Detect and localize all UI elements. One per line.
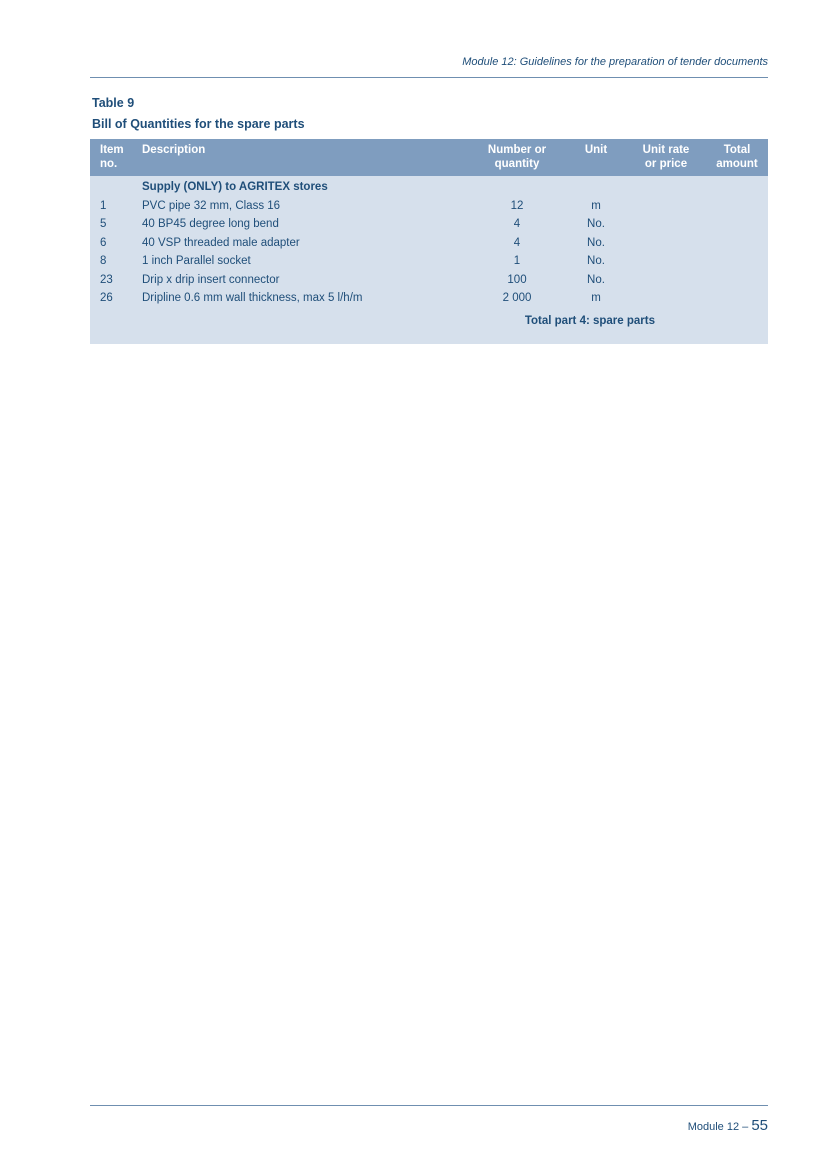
cell-description: PVC pipe 32 mm, Class 16 <box>142 200 281 212</box>
cell-unit: m <box>591 292 601 304</box>
cell-item: 8 <box>100 255 107 267</box>
page-number: 55 <box>751 1117 768 1134</box>
table-row <box>90 272 768 290</box>
cell-description: Dripline 0.6 mm wall thickness, max 5 l/h/m <box>142 292 363 304</box>
running-header: Module 12: Guidelines for the preparation of tender documents <box>462 56 768 68</box>
cell-quantity: 1 <box>513 255 521 267</box>
cell-quantity: 100 <box>507 274 527 286</box>
cell-quantity: 4 <box>513 218 521 230</box>
table-row <box>90 235 768 253</box>
header-total-amount: Total amount <box>716 144 758 170</box>
table-body <box>90 176 768 344</box>
footer-divider <box>90 1105 768 1106</box>
bill-of-quantities-table <box>90 139 768 344</box>
cell-item: 5 <box>100 218 107 230</box>
header-unit-rate: Unit rate or price <box>642 144 690 170</box>
page-footer <box>90 1117 768 1134</box>
table-title: Bill of Quantities for the spare parts <box>92 117 305 131</box>
header-unit: Unit <box>584 144 608 156</box>
cell-quantity: 12 <box>510 200 524 212</box>
cell-unit: m <box>591 200 601 212</box>
cell-item: 1 <box>100 200 107 212</box>
total-row-label: Total part 4: spare parts <box>524 315 655 327</box>
table-row <box>90 253 768 271</box>
table-row <box>90 216 768 234</box>
header-item: Item no. <box>100 144 124 170</box>
cell-quantity: 4 <box>513 237 521 249</box>
cell-item: 6 <box>100 237 107 249</box>
cell-description: 40 VSP threaded male adapter <box>142 237 300 249</box>
cell-unit: No. <box>587 274 605 286</box>
cell-quantity: 2 000 <box>502 292 532 304</box>
table-row <box>90 198 768 216</box>
table-number: Table 9 <box>92 96 135 110</box>
cell-unit: No. <box>587 218 605 230</box>
section-heading-row <box>90 179 768 197</box>
header-description: Description <box>142 144 206 156</box>
section-heading: Supply (ONLY) to AGRITEX stores <box>142 181 328 193</box>
cell-item: 23 <box>100 274 113 286</box>
cell-unit: No. <box>587 237 605 249</box>
cell-description: Drip x drip insert connector <box>142 274 280 286</box>
cell-unit: No. <box>587 255 605 267</box>
header-divider <box>90 77 768 78</box>
cell-item: 26 <box>100 292 113 304</box>
table-header-row <box>90 139 768 176</box>
cell-description: 40 BP45 degree long bend <box>142 218 279 230</box>
cell-description: 1 inch Parallel socket <box>142 255 251 267</box>
header-quantity: Number or quantity <box>487 144 547 170</box>
table-row <box>90 290 768 308</box>
footer-module-label: Module 12 – <box>687 1121 749 1133</box>
